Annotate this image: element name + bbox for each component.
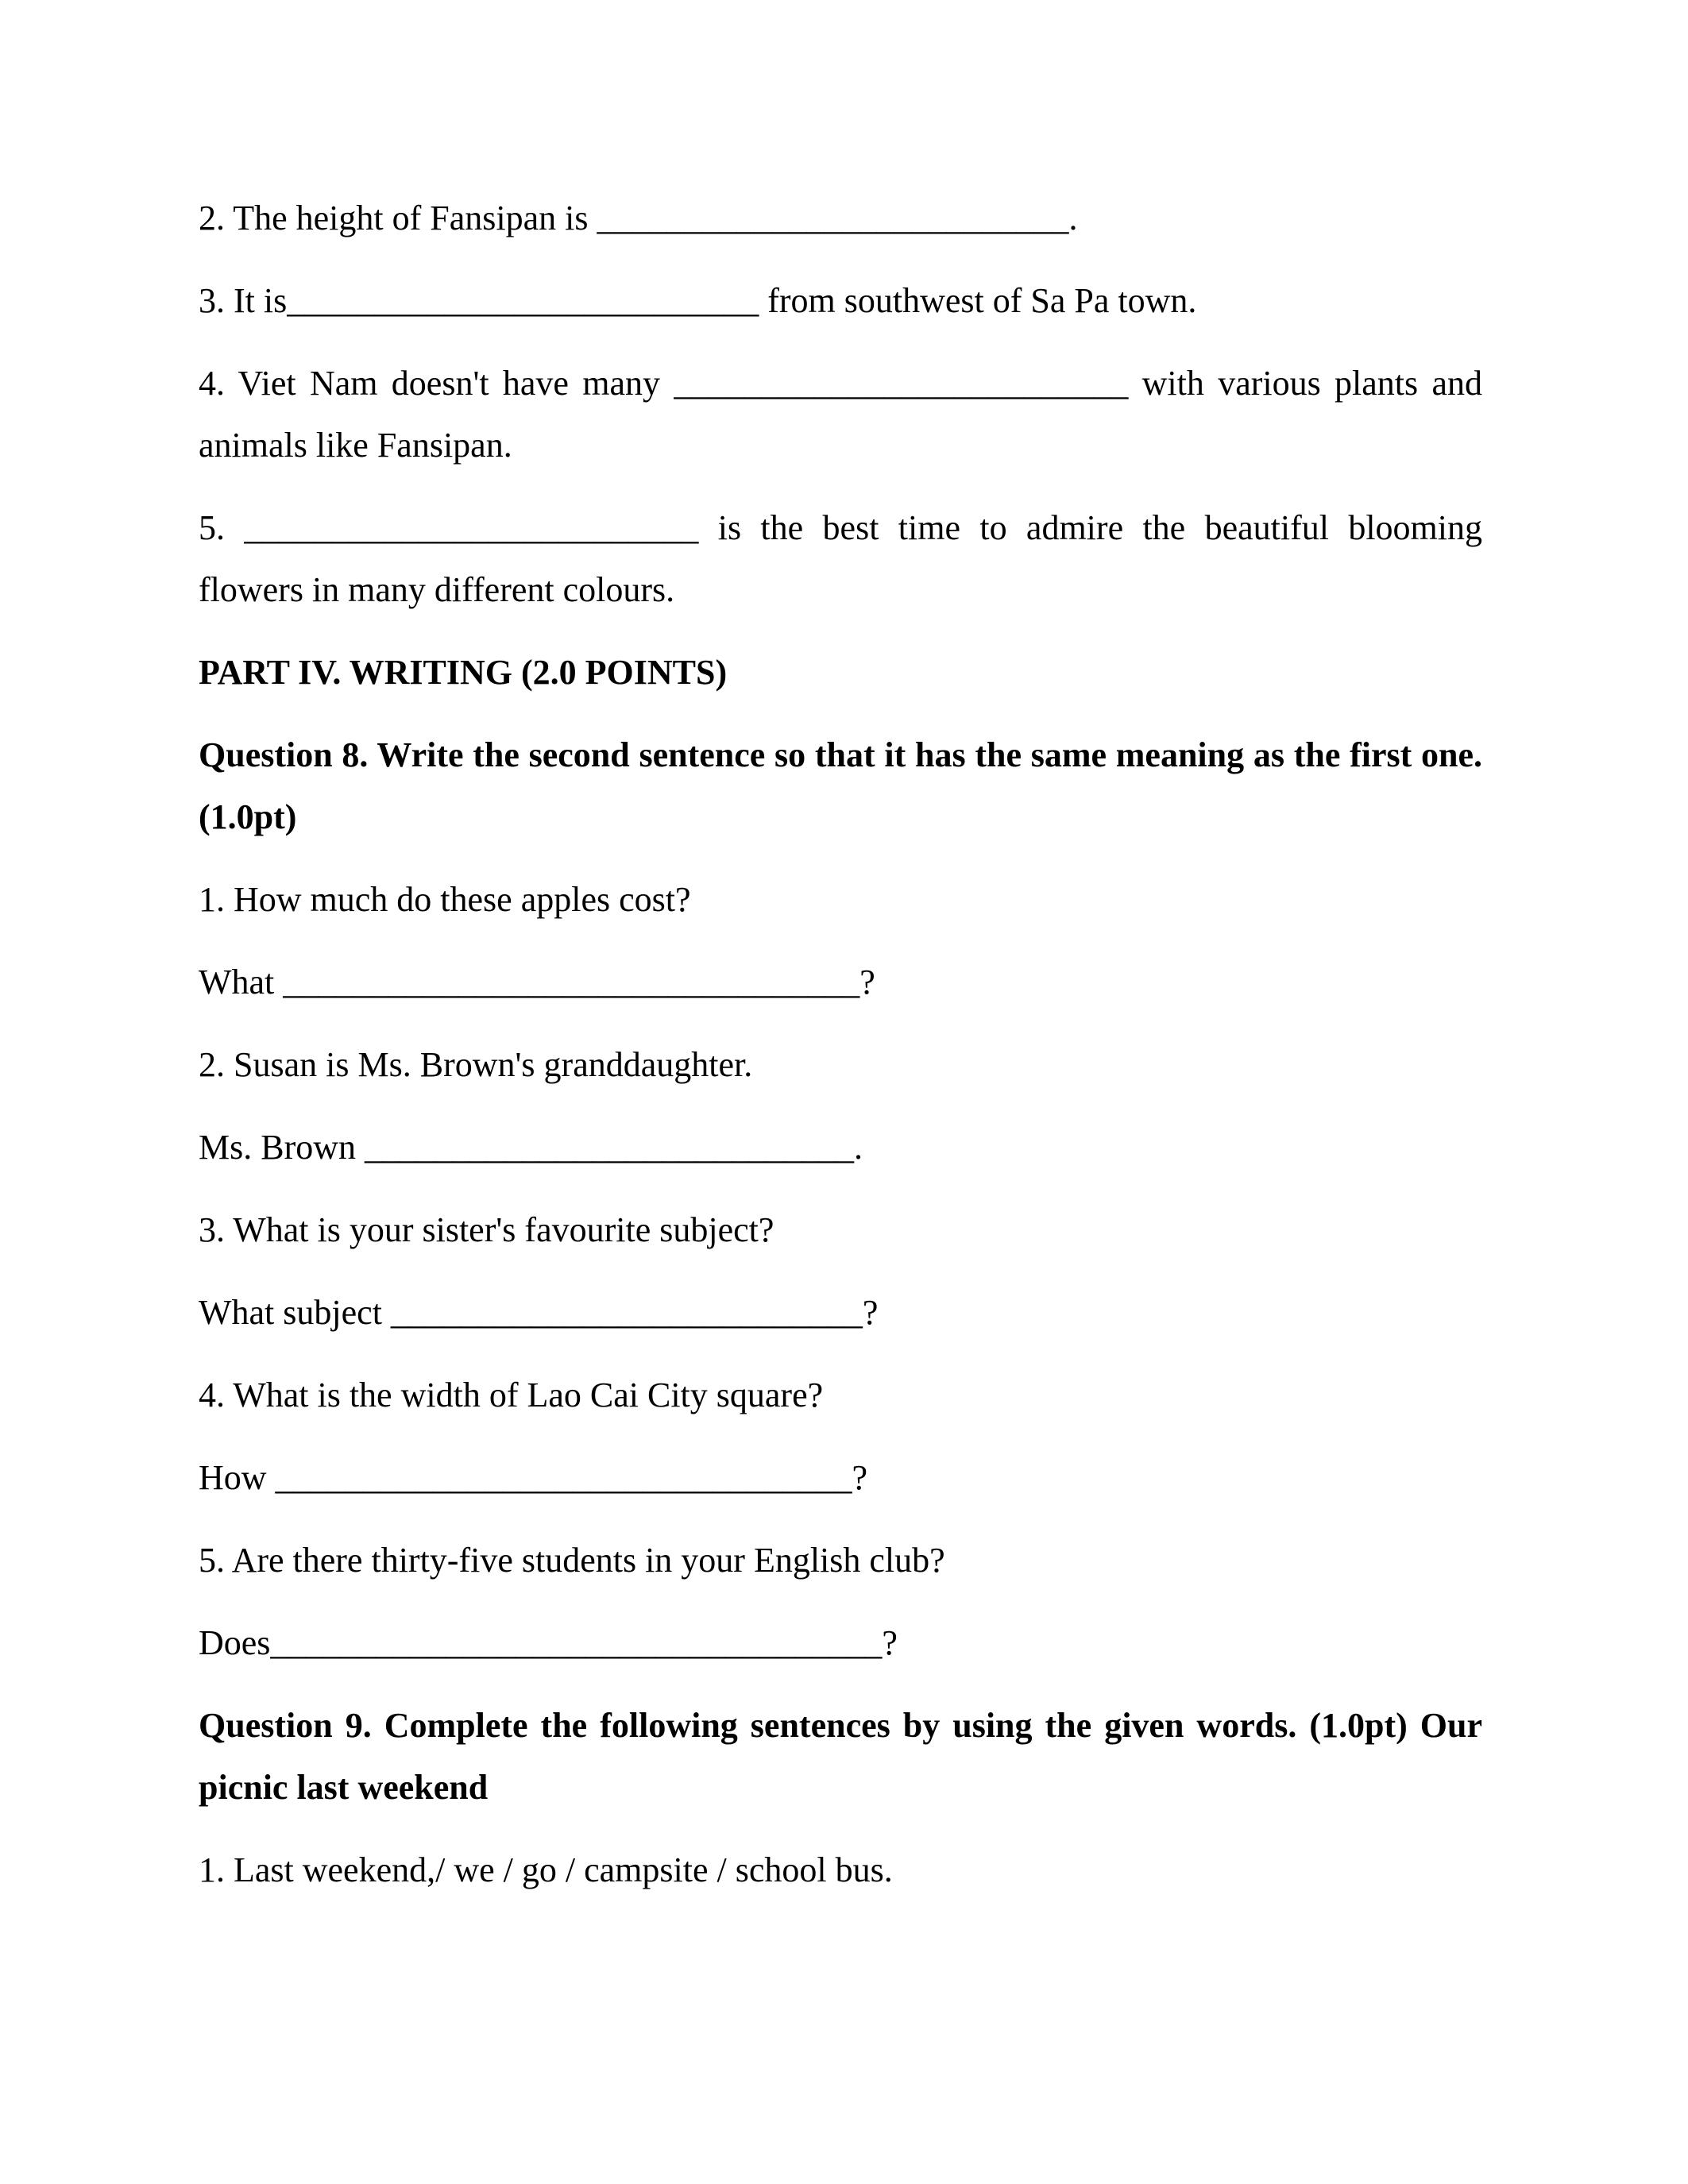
- part3-item-5: 5. __________________________ is the best time to admire the beautiful blooming flowers in many different colours.: [199, 508, 1491, 609]
- part3-item-4: 4. Viet Nam doesn't have many __________________________ with various plants and animals like Fansipan.: [199, 364, 1491, 465]
- document-content: [199, 187, 1491, 1922]
- q8-item-2-prompt: 2. Susan is Ms. Brown's granddaughter.: [199, 1045, 753, 1084]
- part3-item-2: 2. The height of Fansipan is ___________________________.: [199, 199, 1078, 237]
- q8-item-5-answer: Does___________________________________?: [199, 1623, 898, 1662]
- q8-item-3-prompt: 3. What is your sister's favourite subject?: [199, 1210, 774, 1249]
- q8-item-2-answer: Ms. Brown ____________________________.: [199, 1128, 863, 1167]
- question9-heading: Question 9. Complete the following sentences by using the given words. (1.0pt) Our picnic last weekend: [199, 1706, 1491, 1807]
- q9-item-1: 1. Last weekend,/ we / go / campsite / school bus.: [199, 1850, 893, 1889]
- q8-item-4-answer: How _________________________________?: [199, 1458, 868, 1497]
- part4-heading: PART IV. WRITING (2.0 POINTS): [199, 653, 728, 692]
- part3-item-3: 3. It is___________________________ from southwest of Sa Pa town.: [199, 281, 1197, 320]
- q8-item-4-prompt: 4. What is the width of Lao Cai City square?: [199, 1376, 824, 1414]
- q8-item-3-answer: What subject ___________________________?: [199, 1293, 879, 1332]
- q8-item-1-answer: What _________________________________?: [199, 963, 875, 1001]
- q8-item-5-prompt: 5. Are there thirty-five students in your English club?: [199, 1541, 945, 1580]
- q8-item-1-prompt: 1. How much do these apples cost?: [199, 880, 691, 919]
- question8-heading: Question 8. Write the second sentence so that it has the same meaning as the first one. (1.0pt): [199, 735, 1491, 836]
